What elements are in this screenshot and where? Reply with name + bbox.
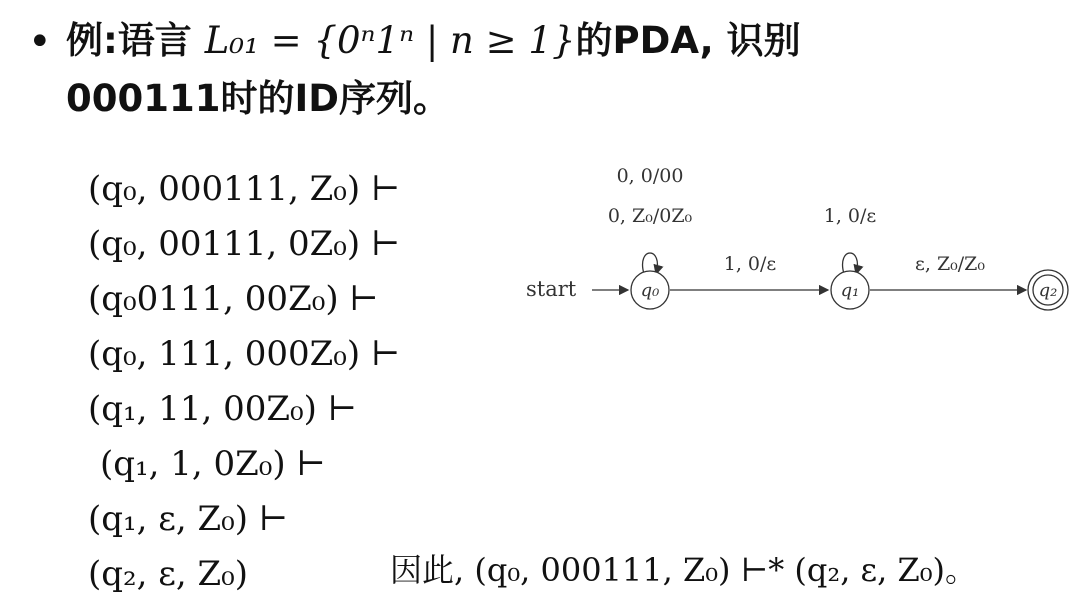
id-line: (q₀, 00111, 0Z₀) ⊢ [88, 224, 401, 264]
pda-state-diagram [520, 150, 1080, 350]
slide-title-line-2: 000111时的ID序列。 [66, 77, 450, 120]
edge-q1-q2-label: ε, Z₀/Z₀ [915, 253, 985, 275]
id-line: (q₁, 11, 00Z₀) ⊢ [88, 389, 357, 429]
id-line: (q₀0111, 00Z₀) ⊢ [88, 279, 379, 319]
title-suffix: 的PDA, 识别 [575, 19, 801, 62]
language-definition: L₀₁ = {0ⁿ1ⁿ | n ≥ 1} [204, 19, 576, 62]
id-line: (q₂, ε, Z₀) [88, 554, 249, 594]
loop-q0-label-1: 0, 0/00 [616, 165, 684, 187]
id-line: (q₁, ε, Z₀) ⊢ [88, 499, 289, 539]
slide-title-line-1 [66, 10, 801, 64]
start-label: start [526, 277, 577, 301]
id-line: (q₀, 000111, Z₀) ⊢ [88, 169, 401, 209]
state-q0-label: q₀ [640, 280, 660, 301]
loop-q0-label-2: 0, Z₀/0Z₀ [607, 205, 693, 227]
edge-q0-q1-label: 1, 0/ε [723, 253, 777, 275]
id-line: (q₁, 1, 0Z₀) ⊢ [100, 444, 326, 484]
loop-q1-label: 1, 0/ε [823, 205, 877, 227]
bullet-marker: • [28, 19, 52, 65]
title-prefix: 例:语言 [66, 19, 205, 62]
id-line: (q₀, 111, 000Z₀) ⊢ [88, 334, 401, 374]
state-q1-label: q₁ [840, 280, 860, 301]
conclusion: 因此, (q₀, 000111, Z₀) ⊢* (q₂, ε, Z₀)。 [390, 551, 978, 589]
state-q2-label: q₂ [1038, 280, 1058, 301]
id-sequence [88, 162, 400, 602]
